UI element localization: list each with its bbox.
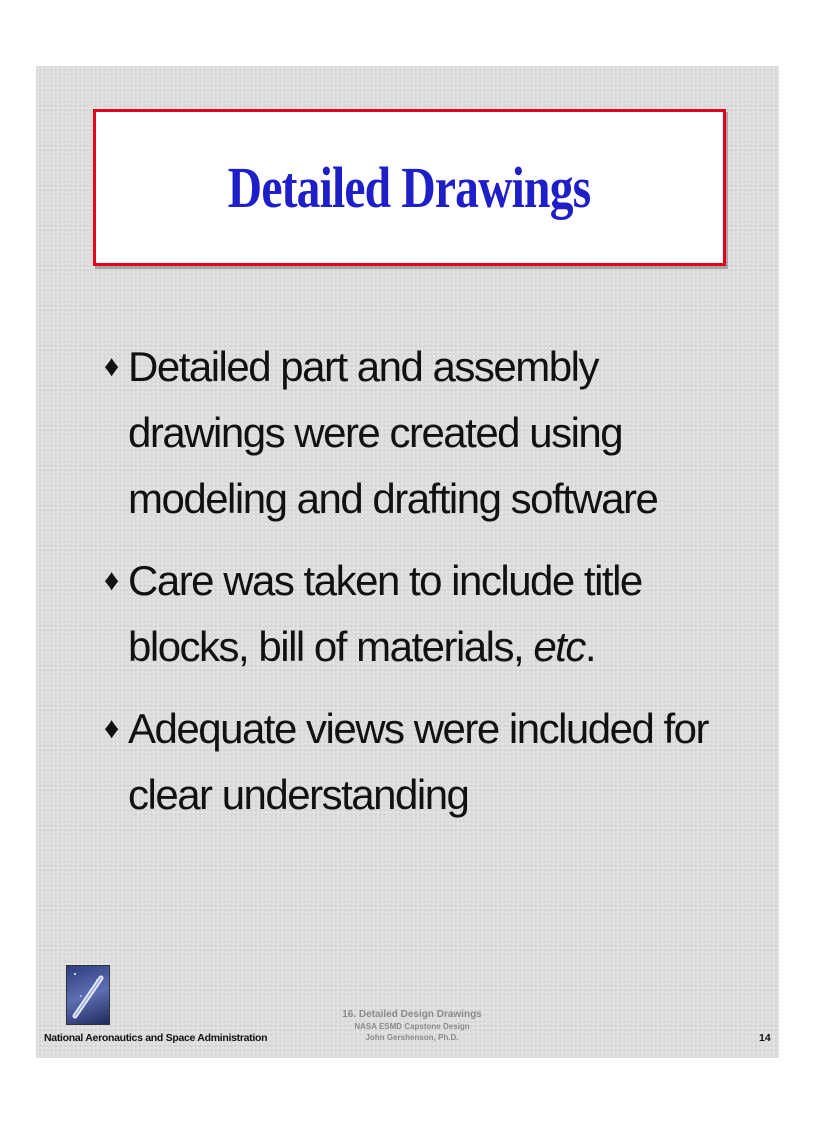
footer-course: NASA ESMD Capstone Design: [354, 1022, 470, 1031]
bullet-text-part: Care was taken to include title blocks, bill of materials,: [128, 557, 642, 670]
bullet-list: [104, 334, 764, 844]
logo-graphic: [67, 966, 109, 1024]
agency-name: National Aeronautics and Space Administration: [44, 1032, 268, 1044]
slide-title: Detailed Drawings: [228, 155, 591, 220]
diamond-icon: ♦: [104, 350, 118, 383]
bullet-item: [104, 334, 764, 532]
bullet-text-italic: etc: [533, 623, 585, 670]
bullet-text-part: .: [584, 623, 596, 670]
title-box: [93, 109, 726, 266]
diamond-icon: ♦: [104, 564, 118, 597]
footer-info: [332, 1008, 492, 1043]
bullet-text: [128, 548, 764, 680]
diamond-icon: ♦: [104, 712, 118, 745]
footer-author: John Gershenson, Ph.D.: [365, 1033, 459, 1042]
bullet-item: [104, 548, 764, 680]
footer-section-title: 16. Detailed Design Drawings: [342, 1009, 482, 1020]
bullet-item: [104, 696, 764, 828]
bullet-text: Adequate views were included for clear understanding: [128, 705, 709, 818]
page-number: 14: [759, 1032, 771, 1044]
slide: [36, 66, 779, 1058]
nasa-logo-icon: [66, 965, 110, 1025]
bullet-text: Detailed part and assembly drawings were created using modeling and drafting software: [128, 343, 658, 522]
